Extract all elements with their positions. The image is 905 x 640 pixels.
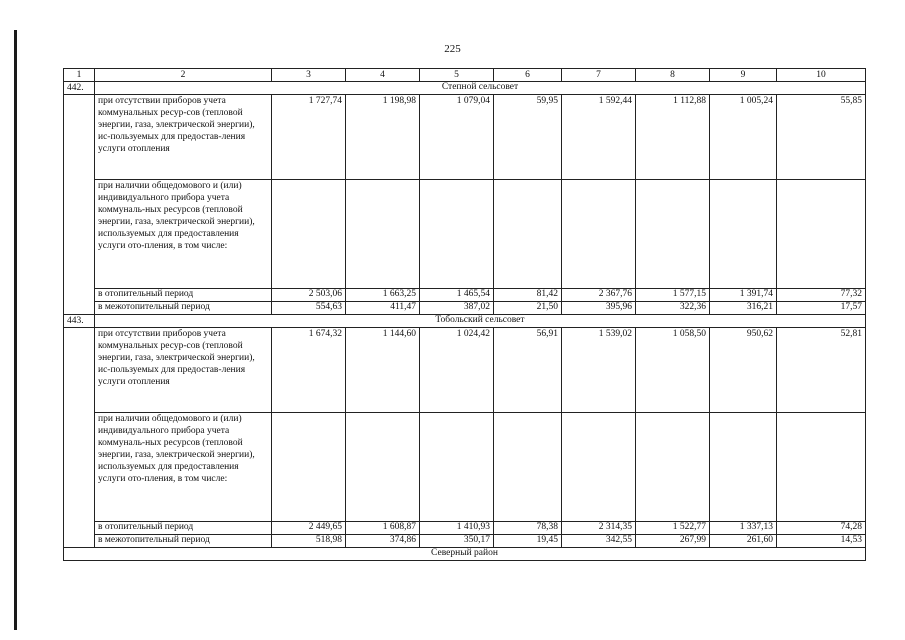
value-cell: 1 144,60 xyxy=(346,328,420,413)
row-description: в межотопительный период xyxy=(95,302,272,315)
section-title: Северный район xyxy=(64,548,866,561)
value-cell: 52,81 xyxy=(777,328,866,413)
value-cell: 21,50 xyxy=(494,302,562,315)
section-index: 443. xyxy=(64,315,95,328)
value-cell: 1 058,50 xyxy=(636,328,710,413)
value-cell: 387,02 xyxy=(420,302,494,315)
empty-cell xyxy=(420,180,494,289)
value-cell: 1 592,44 xyxy=(562,95,636,180)
value-cell: 1 522,77 xyxy=(636,522,710,535)
table-row xyxy=(64,95,866,180)
value-cell: 2 503,06 xyxy=(272,289,346,302)
value-cell: 1 465,54 xyxy=(420,289,494,302)
value-cell: 1 337,13 xyxy=(710,522,777,535)
section-title: Степной сельсовет xyxy=(95,82,866,95)
empty-cell xyxy=(777,180,866,289)
value-cell: 1 539,02 xyxy=(562,328,636,413)
value-cell: 78,38 xyxy=(494,522,562,535)
value-cell: 59,95 xyxy=(494,95,562,180)
value-cell: 1 663,25 xyxy=(346,289,420,302)
empty-cell xyxy=(562,180,636,289)
value-cell: 2 367,76 xyxy=(562,289,636,302)
value-cell: 19,45 xyxy=(494,535,562,548)
section-header-row xyxy=(64,82,866,95)
value-cell: 1 024,42 xyxy=(420,328,494,413)
scan-binding-edge xyxy=(14,30,17,630)
section-index: 442. xyxy=(64,82,95,95)
empty-cell xyxy=(710,180,777,289)
value-cell: 1 005,24 xyxy=(710,95,777,180)
value-cell: 2 449,65 xyxy=(272,522,346,535)
row-description: в межотопительный период xyxy=(95,535,272,548)
table-row xyxy=(64,535,866,548)
value-cell: 77,32 xyxy=(777,289,866,302)
empty-cell xyxy=(562,413,636,522)
value-cell: 1 198,98 xyxy=(346,95,420,180)
empty-cell xyxy=(346,413,420,522)
value-cell: 554,63 xyxy=(272,302,346,315)
value-cell: 1 674,32 xyxy=(272,328,346,413)
value-cell: 1 577,15 xyxy=(636,289,710,302)
section-title: Тобольский сельсовет xyxy=(95,315,866,328)
row-description: при отсутствии приборов учета коммунальных ресур-сов (тепловой энергии, газа, электрической энергии), ис-пользуемых для предостав-ления услуги отопления xyxy=(95,328,272,413)
empty-cell xyxy=(272,413,346,522)
section-header-row xyxy=(64,315,866,328)
column-number: 5 xyxy=(420,69,494,82)
value-cell: 395,96 xyxy=(562,302,636,315)
table-row xyxy=(64,302,866,315)
value-cell: 267,99 xyxy=(636,535,710,548)
value-cell: 55,85 xyxy=(777,95,866,180)
value-cell: 350,17 xyxy=(420,535,494,548)
column-number: 10 xyxy=(777,69,866,82)
value-cell: 316,21 xyxy=(710,302,777,315)
table-row xyxy=(64,289,866,302)
value-cell: 14,53 xyxy=(777,535,866,548)
column-number: 2 xyxy=(95,69,272,82)
value-cell: 261,60 xyxy=(710,535,777,548)
row-description: в отопительный период xyxy=(95,522,272,535)
value-cell: 17,57 xyxy=(777,302,866,315)
column-number: 9 xyxy=(710,69,777,82)
value-cell: 518,98 xyxy=(272,535,346,548)
row-description: при отсутствии приборов учета коммунальных ресур-сов (тепловой энергии, газа, электрической энергии), ис-пользуемых для предостав-ления услуги отопления xyxy=(95,95,272,180)
column-number: 6 xyxy=(494,69,562,82)
value-cell: 1 410,93 xyxy=(420,522,494,535)
value-cell: 74,28 xyxy=(777,522,866,535)
index-cell xyxy=(64,95,95,315)
page-number: 225 xyxy=(444,43,461,55)
empty-cell xyxy=(420,413,494,522)
index-cell xyxy=(64,328,95,548)
row-description: в отопительный период xyxy=(95,289,272,302)
value-cell: 56,91 xyxy=(494,328,562,413)
empty-cell xyxy=(272,180,346,289)
value-cell: 1 391,74 xyxy=(710,289,777,302)
column-number: 7 xyxy=(562,69,636,82)
value-cell: 950,62 xyxy=(710,328,777,413)
table-row xyxy=(64,522,866,535)
value-cell: 81,42 xyxy=(494,289,562,302)
section-header-row xyxy=(64,548,866,561)
value-cell: 374,86 xyxy=(346,535,420,548)
row-description: при наличии общедомового и (или) индивидуального прибора учета коммуналь-ных ресурсов (тепловой энергии, газа, электрической энергии), используемых для предоставления услуги ото-пления, в том числе: xyxy=(95,180,272,289)
value-cell: 1 727,74 xyxy=(272,95,346,180)
table-row xyxy=(64,413,866,522)
tariff-table xyxy=(63,68,866,561)
empty-cell xyxy=(636,180,710,289)
row-description: при наличии общедомового и (или) индивидуального прибора учета коммуналь-ных ресурсов (тепловой энергии, газа, электрической энергии), используемых для предоставления услуги ото-пления, в том числе: xyxy=(95,413,272,522)
empty-cell xyxy=(777,413,866,522)
empty-cell xyxy=(636,413,710,522)
column-number: 8 xyxy=(636,69,710,82)
value-cell: 1 079,04 xyxy=(420,95,494,180)
column-number: 3 xyxy=(272,69,346,82)
value-cell: 322,36 xyxy=(636,302,710,315)
empty-cell xyxy=(494,413,562,522)
value-cell: 1 608,87 xyxy=(346,522,420,535)
empty-cell xyxy=(346,180,420,289)
column-number-row xyxy=(64,69,866,82)
table-row xyxy=(64,180,866,289)
value-cell: 411,47 xyxy=(346,302,420,315)
value-cell: 342,55 xyxy=(562,535,636,548)
column-number: 4 xyxy=(346,69,420,82)
empty-cell xyxy=(710,413,777,522)
column-number: 1 xyxy=(64,69,95,82)
value-cell: 1 112,88 xyxy=(636,95,710,180)
value-cell: 2 314,35 xyxy=(562,522,636,535)
empty-cell xyxy=(494,180,562,289)
table-row xyxy=(64,328,866,413)
